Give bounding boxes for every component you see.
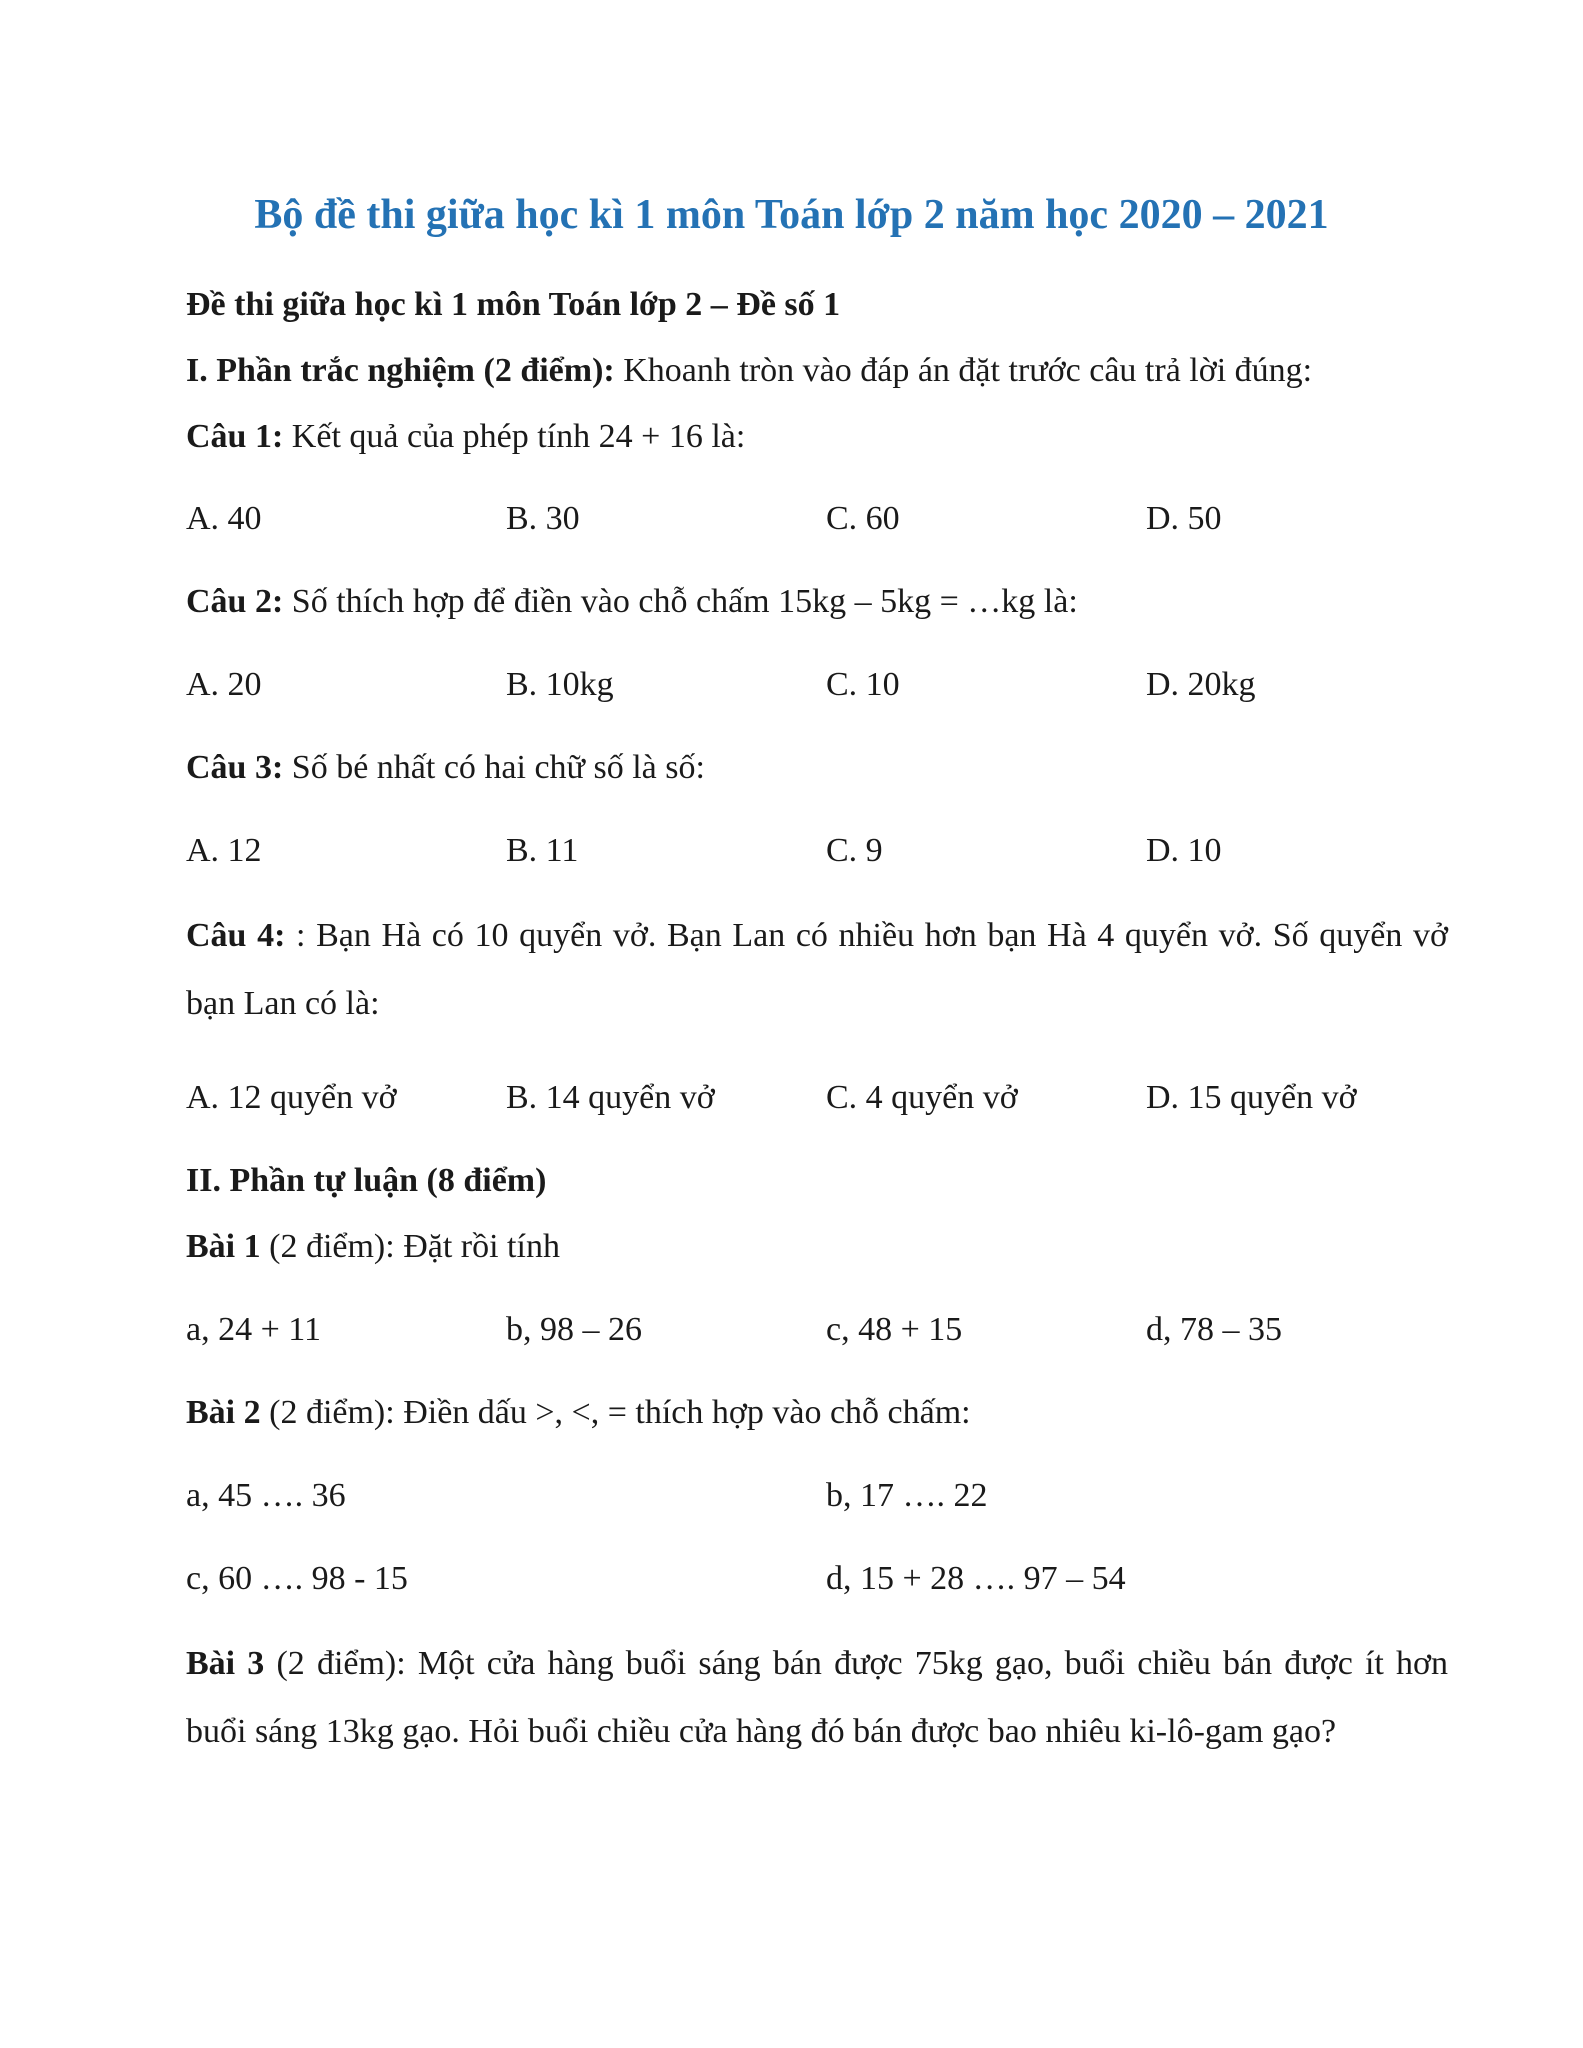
- question-2-option-c: C. 10: [826, 666, 900, 703]
- exercise-2-label: Bài 2: [186, 1394, 261, 1431]
- exercise-3: [186, 1630, 1448, 1766]
- exam-heading: Đề thi giữa học kì 1 môn Toán lớp 2 – Đề số 1: [186, 286, 841, 323]
- exercise-2-item-a: a, 45 …. 36: [186, 1477, 346, 1514]
- question-2: [186, 578, 1446, 626]
- exercise-1-item-c: c, 48 + 15: [826, 1311, 963, 1348]
- question-4-option-a: A. 12 quyển vở: [186, 1079, 397, 1116]
- question-2-text: Số thích hợp để điền vào chỗ chấm 15kg – 5kg = …kg là:: [283, 583, 1078, 620]
- exercise-2: [186, 1389, 1446, 1437]
- question-1-label: Câu 1:: [186, 418, 284, 455]
- exercise-2-item-d: d, 15 + 28 …. 97 – 54: [826, 1560, 1126, 1597]
- exercise-2-item-c: c, 60 …. 98 - 15: [186, 1560, 408, 1597]
- exercise-3-text: (2 điểm): Một cửa hàng buổi sáng bán được 75kg gạo, buổi chiều bán được ít hơn buổi sáng 13kg gạo. Hỏi buổi chiều cửa hàng đó bán được bao nhiêu ki-lô-gam gạo?: [186, 1645, 1449, 1750]
- question-3-option-b: B. 11: [506, 832, 579, 869]
- question-1: [186, 413, 1446, 461]
- question-3-text: Số bé nhất có hai chữ số là số:: [283, 749, 705, 786]
- exercise-2-item-b: b, 17 …. 22: [826, 1477, 988, 1514]
- exercise-1: [186, 1223, 1446, 1271]
- part2-heading: II. Phần tự luận (8 điểm): [186, 1162, 547, 1199]
- question-4-label: Câu 4:: [186, 917, 286, 954]
- exercise-1-item-a: a, 24 + 11: [186, 1311, 322, 1348]
- question-1-option-c: C. 60: [826, 500, 900, 537]
- exercise-1-item-d: d, 78 – 35: [1146, 1311, 1282, 1348]
- part1-label: I. Phần trắc nghiệm (2 điểm):: [186, 352, 615, 389]
- question-1-option-b: B. 30: [506, 500, 580, 537]
- exercise-1-text: (2 điểm): Đặt rồi tính: [260, 1228, 560, 1265]
- document-title: Bộ đề thi giữa học kì 1 môn Toán lớp 2 năm học 2020 – 2021: [254, 192, 1329, 238]
- question-1-option-a: A. 40: [186, 500, 262, 537]
- question-3: [186, 744, 1446, 792]
- part1-line: [186, 347, 1446, 395]
- question-4-option-d: D. 15 quyển vở: [1146, 1079, 1357, 1116]
- question-1-text: Kết quả của phép tính 24 + 16 là:: [283, 418, 746, 455]
- question-4: [186, 902, 1448, 1038]
- question-2-label: Câu 2:: [186, 583, 284, 620]
- question-4-option-b: B. 14 quyển vở: [506, 1079, 715, 1116]
- question-3-option-d: D. 10: [1146, 832, 1222, 869]
- part1-instruction: Khoanh tròn vào đáp án đặt trước câu trả lời đúng:: [614, 352, 1313, 389]
- question-4-text: : Bạn Hà có 10 quyển vở. Bạn Lan có nhiều hơn bạn Hà 4 quyển vở. Số quyển vở bạn Lan có là:: [186, 917, 1448, 1022]
- exercise-1-label: Bài 1: [186, 1228, 261, 1265]
- exercise-3-label: Bài 3: [186, 1645, 265, 1682]
- question-2-option-d: D. 20kg: [1146, 666, 1256, 703]
- exercise-2-text: (2 điểm): Điền dấu >, <, = thích hợp vào chỗ chấm:: [260, 1394, 971, 1431]
- question-2-option-a: A. 20: [186, 666, 262, 703]
- question-1-option-d: D. 50: [1146, 500, 1222, 537]
- question-3-option-a: A. 12: [186, 832, 262, 869]
- question-3-label: Câu 3:: [186, 749, 284, 786]
- question-2-option-b: B. 10kg: [506, 666, 614, 703]
- question-3-option-c: C. 9: [826, 832, 883, 869]
- exercise-1-item-b: b, 98 – 26: [506, 1311, 642, 1348]
- question-4-option-c: C. 4 quyển vở: [826, 1079, 1018, 1116]
